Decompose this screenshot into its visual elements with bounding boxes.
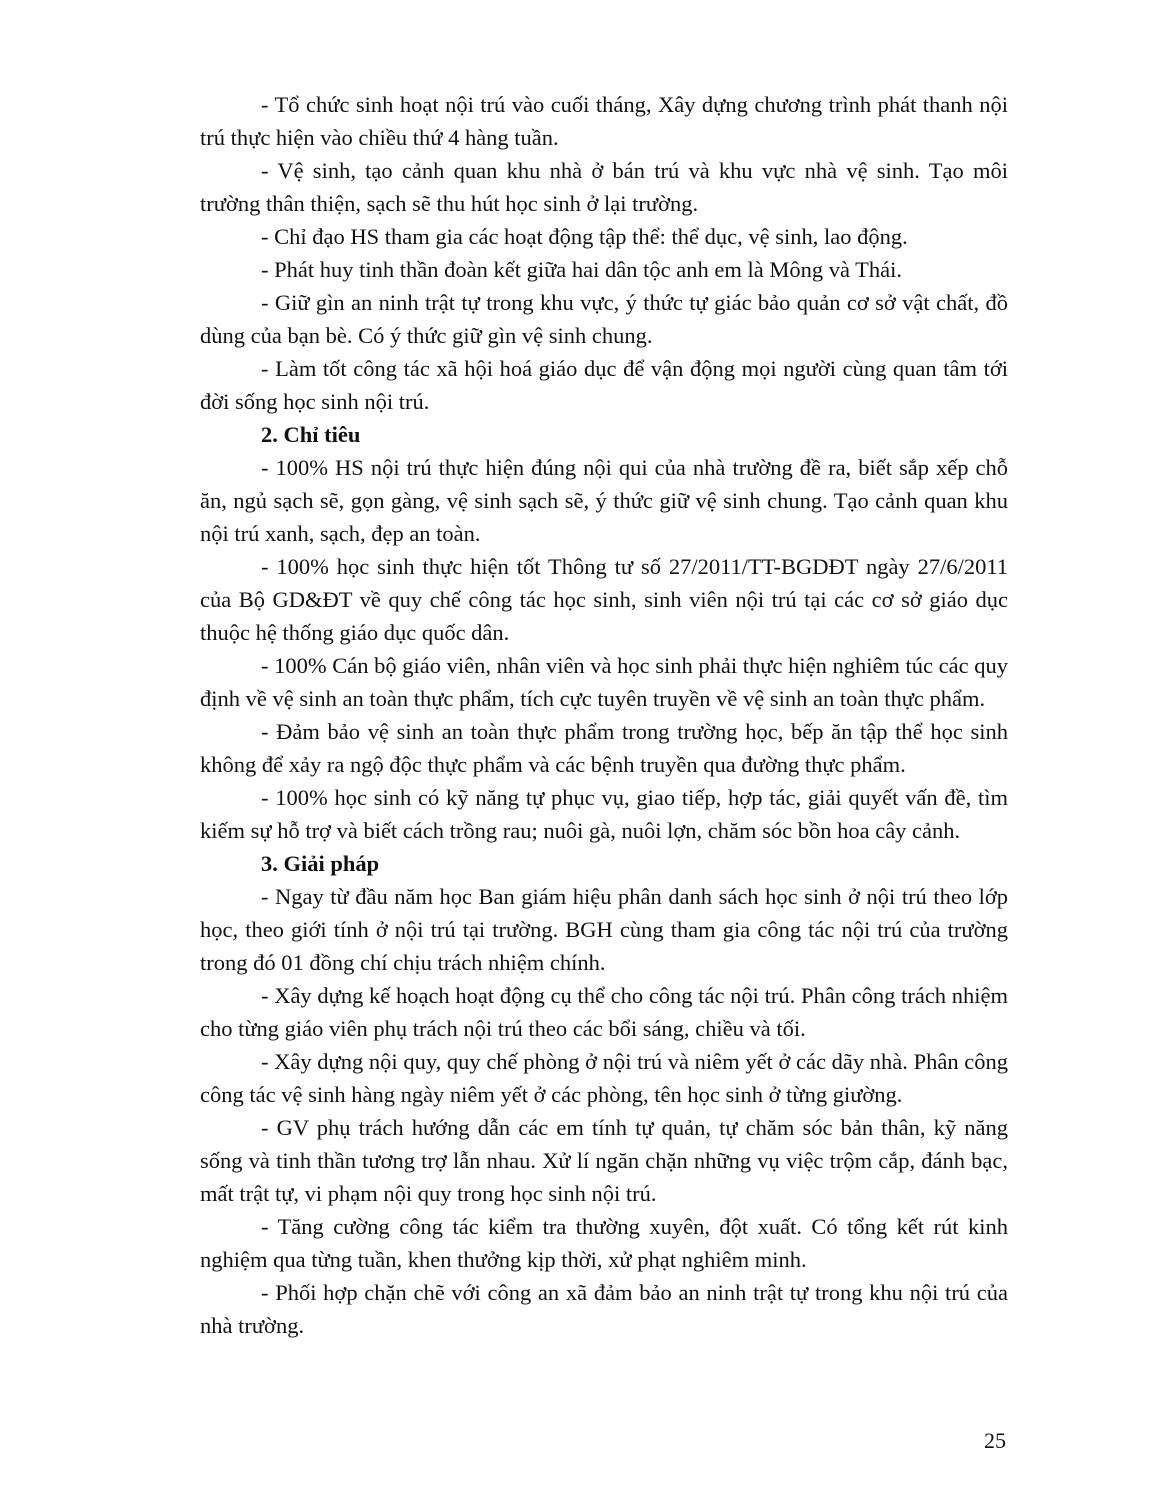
paragraph: - Làm tốt công tác xã hội hoá giáo dục để vận động mọi người cùng quan tâm tới đời sống học sinh nội trú. [200, 356, 1008, 414]
section-heading-chi-tieu: 2. Chỉ tiêu [261, 422, 361, 447]
paragraph: - Xây dựng nội quy, quy chế phòng ở nội trú và niêm yết ở các dãy nhà. Phân công công tác vệ sinh hàng ngày niêm yết ở các phòng, tên học sinh ở từng giường. [200, 1049, 1008, 1107]
paragraph: - Ngay từ đầu năm học Ban giám hiệu phân danh sách học sinh ở nội trú theo lớp học, theo giới tính ở nội trú tại trường. BGH cùng tham gia công tác nội trú của trường trong đó 01 đồng chí chịu trách nhiệm chính. [200, 884, 1008, 975]
paragraph: - 100% HS nội trú thực hiện đúng nội qui của nhà trường đề ra, biết sắp xếp chỗ ăn, ngủ sạch sẽ, gọn gàng, vệ sinh sạch sẽ, ý thức giữ vệ sinh chung. Tạo cảnh quan khu nội trú xanh, sạch, đẹp an toàn. [200, 455, 1008, 546]
paragraph: - 100% Cán bộ giáo viên, nhân viên và học sinh phải thực hiện nghiêm túc các quy định về vệ sinh an toàn thực phẩm, tích cực tuyên truyền về vệ sinh an toàn thực phẩm. [200, 653, 1009, 711]
section-heading-giai-phap: 3. Giải pháp [261, 851, 380, 876]
paragraph: - Phối hợp chặn chẽ với công an xã đảm bảo an ninh trật tự trong khu nội trú của nhà trường. [200, 1280, 1008, 1338]
paragraph: - GV phụ trách hướng dẫn các em tính tự quản, tự chăm sóc bản thân, kỹ năng sống và tinh thần tương trợ lẫn nhau. Xử lí ngăn chặn những vụ việc trộm cắp, đánh bạc, mất trật tự, vi phạm nội quy trong học sinh nội trú. [200, 1115, 1008, 1206]
paragraph: - Chỉ đạo HS tham gia các hoạt động tập thể: thể dục, vệ sinh, lao động. [261, 224, 908, 249]
paragraph: - 100% học sinh thực hiện tốt Thông tư số 27/2011/TT-BGDĐT ngày 27/6/2011 của Bộ GD&ĐT về quy chế công tác học sinh, sinh viên nội trú tại các cơ sở giáo dục thuộc hệ thống giáo dục quốc dân. [200, 554, 1008, 645]
paragraph: - Vệ sinh, tạo cảnh quan khu nhà ở bán trú và khu vực nhà vệ sinh. Tạo môi trường thân thiện, sạch sẽ thu hút học sinh ở lại trường. [200, 158, 1008, 216]
paragraph: - Phát huy tinh thần đoàn kết giữa hai dân tộc anh em là Mông và Thái. [261, 257, 903, 282]
paragraph: - Tổ chức sinh hoạt nội trú vào cuối tháng, Xây dựng chương trình phát thanh nội trú thực hiện vào chiều thứ 4 hàng tuần. [200, 92, 1008, 150]
page-number: 25 [984, 1428, 1006, 1453]
paragraph: - Đảm bảo vệ sinh an toàn thực phẩm trong trường học, bếp ăn tập thể học sinh không để xảy ra ngộ độc thực phẩm và các bệnh truyền qua đường thực phẩm. [200, 719, 1008, 777]
paragraph: - Giữ gìn an ninh trật tự trong khu vực, ý thức tự giác bảo quản cơ sở vật chất, đồ dùng của bạn bè. Có ý thức giữ gìn vệ sinh chung. [200, 290, 1008, 348]
document-page [200, 88, 1008, 1342]
paragraph: - Xây dựng kế hoạch hoạt động cụ thể cho công tác nội trú. Phân công trách nhiệm cho từng giáo viên phụ trách nội trú theo các bổi sáng, chiều và tối. [200, 983, 1008, 1041]
paragraph: - Tăng cường công tác kiểm tra thường xuyên, đột xuất. Có tổng kết rút kinh nghiệm qua từng tuần, khen thưởng kịp thời, xử phạt nghiêm minh. [200, 1214, 1008, 1272]
paragraph: - 100% học sinh có kỹ năng tự phục vụ, giao tiếp, hợp tác, giải quyết vấn đề, tìm kiếm sự hỗ trợ và biết cách trồng rau; nuôi gà, nuôi lợn, chăm sóc bồn hoa cây cảnh. [200, 785, 1008, 843]
